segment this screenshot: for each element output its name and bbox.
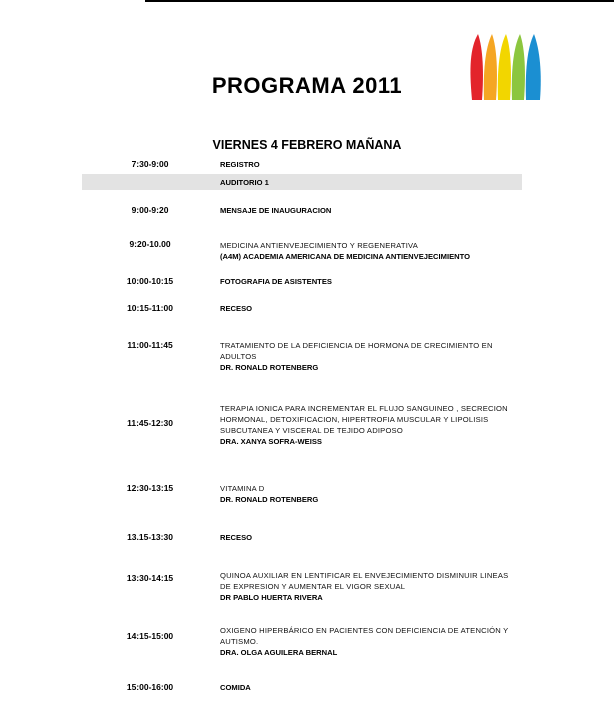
session-topic: OXIGENO HIPERBÁRICO EN PACIENTES CON DEFICIENCIA DE ATENCIÓN Y AUTISMO. — [220, 626, 509, 646]
schedule-time: 15:00-16:00 — [126, 682, 174, 692]
session-topic: VITAMINA D — [220, 484, 265, 493]
top-rule — [145, 0, 614, 2]
session-topic: QUINOA AUXILIAR EN LENTIFICAR EL ENVEJECIMIENTO DISMINUIR LINEAS DE EXPRESION Y AUMENTAR EL VIGOR SEXUAL — [220, 571, 509, 591]
schedule-label: MENSAJE DE INAUGURACION — [220, 206, 332, 215]
schedule-session — [220, 403, 520, 447]
session-speaker: DR. RONALD ROTENBERG — [220, 363, 319, 372]
session-topic: TRATAMIENTO DE LA DEFICIENCIA DE HORMONA DE CRECIMIENTO EN ADULTOS — [220, 341, 493, 361]
schedule-time: 10:15-11:00 — [127, 303, 173, 313]
auditorium-label: AUDITORIO 1 — [220, 178, 269, 187]
schedule-label: RECESO — [220, 533, 253, 542]
session-speaker: DRA. XANYA SOFRA-WEISS — [220, 437, 322, 446]
schedule-label: RECESO — [220, 304, 253, 313]
schedule-time: 11:45-12:30 — [127, 418, 173, 428]
schedule-label: FOTOGRAFIA DE ASISTENTES — [220, 277, 332, 286]
schedule-session — [220, 483, 520, 505]
session-topic: MEDICINA ANTIENVEJECIMIENTO Y REGENERATIVA — [220, 241, 419, 250]
schedule-label: COMIDA — [220, 683, 251, 692]
schedule-time: 9:20-10.00 — [129, 239, 171, 249]
schedule-time: 9:00-9:20 — [131, 205, 169, 215]
session-speaker: DR. RONALD ROTENBERG — [220, 495, 319, 504]
schedule-session — [220, 625, 520, 658]
schedule-time: 11:00-11:45 — [127, 340, 173, 350]
schedule-time: 12:30-13:15 — [126, 483, 174, 493]
session-speaker: DR PABLO HUERTA RIVERA — [220, 593, 323, 602]
schedule-session — [220, 240, 520, 262]
session-speaker: DRA. OLGA AGUILERA BERNAL — [220, 648, 338, 657]
page-title: PROGRAMA 2011 — [211, 73, 403, 98]
schedule-label: REGISTRO — [220, 160, 260, 169]
schedule-time: 14:15-15:00 — [126, 631, 174, 641]
schedule-session — [220, 340, 520, 373]
session-topic: TERAPIA IONICA PARA INCREMENTAR EL FLUJO SANGUINEO , SECRECION HORMONAL, DETOXIFICACION, HIPERTROFIA MUSCULAR Y LIPOLISIS SUBCUTANEA Y VISCERAL DE TEJIDO ADIPOSO — [220, 404, 508, 435]
schedule-time: 7:30-9:00 — [131, 159, 169, 169]
schedule-session — [220, 570, 520, 603]
session-speaker: (A4M) ACADEMIA AMERICANA DE MEDICINA ANTIENVEJECIMIENTO — [220, 252, 471, 261]
schedule-time: 13.15-13:30 — [127, 532, 173, 542]
schedule-time: 13:30-14:15 — [126, 573, 174, 583]
day-heading: VIERNES 4 FEBRERO MAÑANA — [212, 138, 402, 152]
schedule-time: 10:00-10:15 — [126, 276, 174, 286]
